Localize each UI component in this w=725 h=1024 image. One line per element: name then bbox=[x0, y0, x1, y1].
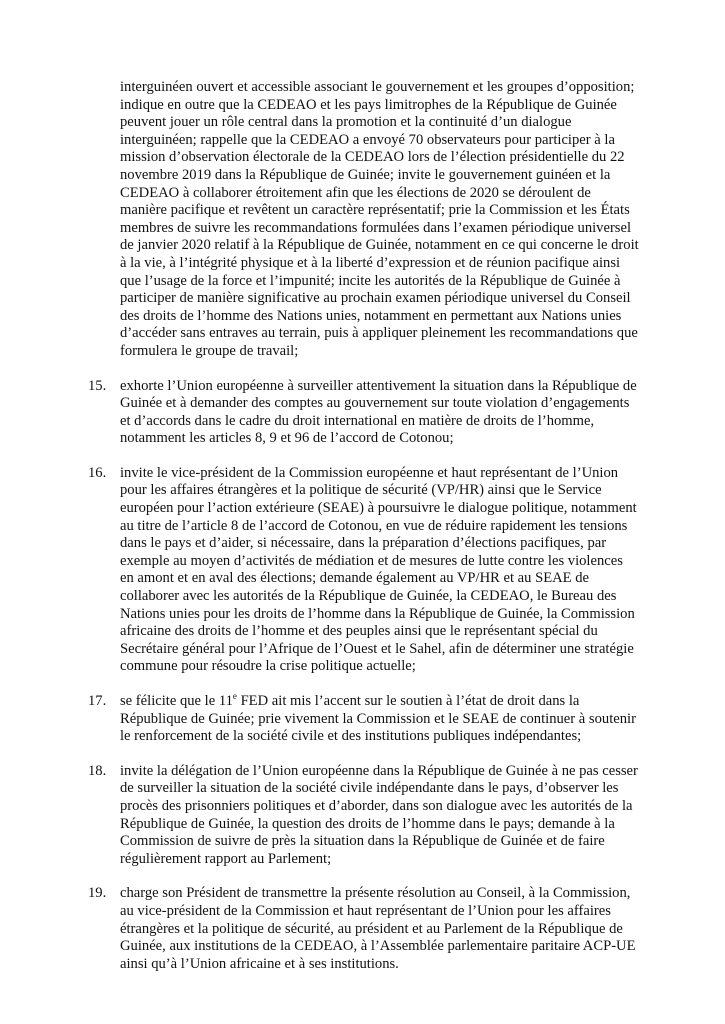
paragraph-text: exhorte l’Union européenne à surveiller attentivement la situation dans la République de Guinée et à demander des comptes au gouvernement sur toute violation d’engagements et d’accords dans le cadre du droit international en matière de droits de l’homme, notamment les articles 8, 9 et 96 de l’accord de Cotonou; bbox=[120, 377, 637, 447]
paragraph-text: interguinéen ouvert et accessible associant le gouvernement et les groupes d’opposition; indique en outre que la CEDEAO et les pays limitrophes de la République de Guinée peuvent jouer un rôle central dans la promotion et la continuité d’un dialogue interguinéen; rappelle que la CEDEAO a envoyé 70 observateurs pour participer à la mission d’observation électorale de la CEDEAO lors de l’élection présidentielle du 22 novembre 2019 dans la République de Guinée; invite le gouvernement guinéen et la CEDEAO à collaborer étroitement afin que les élections de 2020 se déroulent de manière pacifique et revêtent un caractère représentatif; prie la Commission et les États membres de suivre les recommandations formulées dans l’examen périodique universel de janvier 2020 relatif à la République de Guinée, notamment en ce qui concerne le droit à la vie, à l’intégrité physique et à la liberté d’expression et de réunion pacifique ainsi que l’usage de la force et l’impunité; incite les autorités de la République de Guinée à participer de manière significative au prochain examen périodique universel du Conseil des droits de l’homme des Nations unies, notamment en permettant aux Nations unies d’accéder sans entraves au terrain, puis à appliquer pleinement les recommandations que formulera le groupe de travail; bbox=[120, 79, 639, 359]
paragraph-number: 17. bbox=[88, 693, 107, 709]
superscript-ordinal: e bbox=[232, 691, 237, 702]
paragraph-18 bbox=[88, 762, 639, 869]
paragraph-19 bbox=[88, 885, 639, 973]
paragraph-text: charge son Président de transmettre la présente résolution au Conseil, à la Commission, au vice-président de la Commission et haut représentant de l’Union pour les affaires étrangères et la politique de sécurité, au président et au Parlement de la République de Guinée, aux institutions de la CEDEAO, à l’Assemblée parlementaire paritaire ACP-UE ainsi qu’à l’Union africaine et à ses institutions. bbox=[120, 885, 636, 972]
paragraph-16 bbox=[88, 464, 639, 676]
paragraph-text: invite le vice-président de la Commission européenne et haut représentant de l’Union pour les affaires étrangères et la politique de sécurité (VP/HR) ainsi que le Service européen pour l’action extérieure (SEAE) à poursuivre le dialogue politique, notamment au titre de l’article 8 de l’accord de Cotonou, en vue de réduire rapidement les tensions dans le pays et d’aider, si nécessaire, dans la préparation d’élections pacifiques, par exemple au moyen d’activités de médiation et de mesures de lutte contre les violences en amont et en aval des élections; demande également au VP/HR et au SEAE de collaborer avec les autorités de la République de Guinée, la CEDEAO, le Bureau des Nations unies pour les droits de l’homme dans la République de Guinée, la Commission africaine des droits de l’homme et des peuples ainsi que le représentant spécial du Secrétaire général pour l’Afrique de l’Ouest et le Sahel, afin de déterminer une stratégie commune pour résoudre la crise politique actuelle; bbox=[120, 464, 637, 675]
paragraph-15 bbox=[88, 377, 639, 448]
paragraph-17 bbox=[88, 691, 639, 746]
paragraph-number: 15. bbox=[88, 377, 107, 394]
paragraph-text: invite la délégation de l’Union européenne dans la République de Guinée à ne pas cesser de surveiller la situation de la société civile indépendante dans le pays, d’observer les procès des prisonniers politiques et d’aborder, dans son dialogue avec les autorités de la République de Guinée, la question des droits de l’homme dans le pays; demande à la Commission de suivre de près la situation dans la République de Guinée et de faire régulièrement rapport au Parlement; bbox=[120, 762, 638, 867]
paragraph-text bbox=[120, 693, 639, 746]
paragraph-number: 19. bbox=[88, 885, 107, 902]
paragraph-number: 18. bbox=[88, 762, 107, 779]
paragraph-text-start: se félicite que le 11 bbox=[120, 693, 233, 709]
paragraph-text-end: FED ait mis l’accent sur le soutien à l’état de droit dans la République de Guinée; prie vivement la Commission et le SEAE de continuer à soutenir le renforcement de la société civile et des institutions publiques indépendantes; bbox=[120, 693, 636, 745]
paragraph-number: 16. bbox=[88, 464, 107, 481]
paragraph-continuation bbox=[120, 79, 639, 361]
